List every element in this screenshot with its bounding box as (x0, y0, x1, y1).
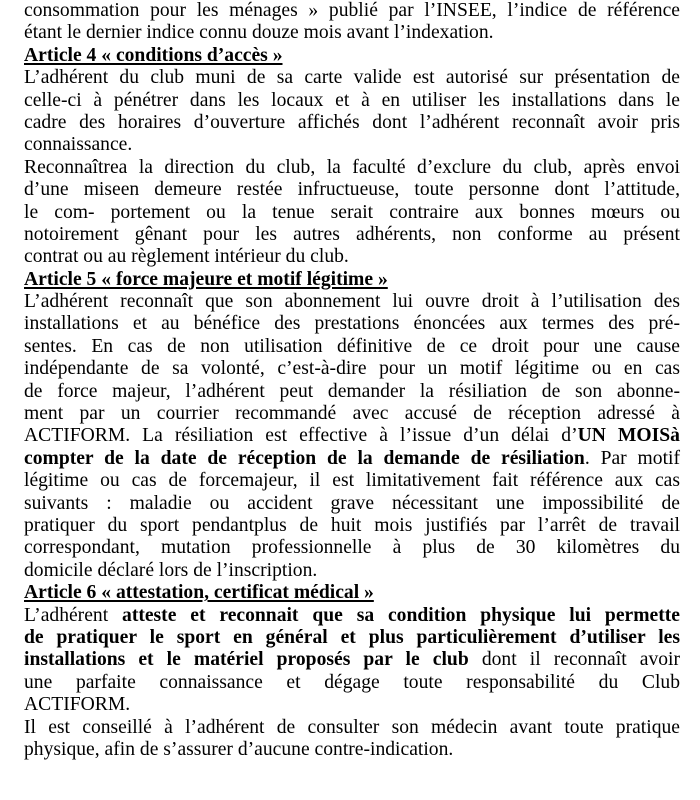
intro-line-1: consommation pour les ménages » publié par l’INSEE, l’indice de référence (24, 0, 680, 21)
article-5-line-5: de force majeur, l’adhérent peut demander la résiliation de son abonne- (24, 380, 680, 402)
article-6-line-3-bold: installations et le matériel proposés par le club (24, 649, 469, 671)
article-6-line-1 (24, 605, 680, 627)
article-5-date-bold: compter de la date de réception de la demande de résiliation (24, 447, 585, 469)
article-4-p2-line-5: contrat ou au règlement intérieur du club. (24, 246, 349, 268)
article-6-line-3 (24, 649, 680, 671)
article-6-line-6: Il est conseillé à l’adhérent de consulter son médecin avant toute pratique (24, 716, 680, 738)
article-6-line-5: ACTIFORM. (24, 694, 131, 716)
article-5-line-8-text: . Par motif (584, 447, 680, 469)
article-5-line-3: sentes. En cas de non utilisation définitive de ce droit pour une cause (24, 335, 680, 357)
article-5-line-6: ment par un courrier recommandé avec accusé de réception adressé à (24, 403, 680, 425)
article-4-p2-line-4: notoirement gênant pour les autres adhérents, non conforme au présent (24, 223, 680, 245)
article-4-p2-line-2: d’une miseen demeure restée infructueuse, toute personne dont l’attitude, (24, 179, 680, 201)
article-5-line-7 (24, 425, 680, 447)
article-6-attest-bold: atteste et reconnait que sa condition physique lui permette (122, 604, 680, 626)
article-6-line-1-text: L’adhérent (24, 604, 123, 626)
article-5-line-1: L’adhérent reconnaît que son abonnement lui ouvre droit à l’utilisation des (24, 291, 680, 313)
article-5-heading: Article 5 « force majeure et motif légitime » (24, 268, 388, 290)
article-5-line-11: pratiquer du sport pendantplus de huit mois justifiés par l’arrêt de travail (24, 514, 680, 536)
article-6-line-7: physique, afin de s’assurer d’aucune contre-indication. (24, 738, 454, 760)
article-5-line-8 (24, 448, 680, 470)
article-5-line-4: indépendante de sa volonté, c’est-à-dire pour un motif légitime ou en cas (24, 358, 680, 380)
article-6-heading: Article 6 « attestation, certificat médical » (24, 582, 374, 604)
article-5-line-7-text: ACTIFORM. La résiliation est effective à l’issue d’un délai d’ (24, 425, 578, 447)
article-6-line-3-text: dont il reconnaît avoir (468, 649, 681, 671)
article-4-heading: Article 4 « conditions d’accès » (24, 44, 283, 66)
article-4-p1-line-2: celle-ci à pénétrer dans les locaux et à en utiliser les installations dans le (24, 89, 680, 111)
article-5-delay-bold: UN MOISà (577, 425, 680, 447)
article-6-line-4: une parfaite connaissance et dégage toute responsabilité du Club (24, 671, 680, 693)
article-6-line-2 (24, 627, 680, 649)
article-5-line-12: correspondant, mutation professionnelle à plus de 30 kilomètres du (24, 537, 680, 559)
article-5-line-13: domicile déclaré lors de l’inscription. (24, 559, 318, 581)
article-4-p1-line-3: cadre des horaires d’ouverture affichés dont l’adhérent reconnaît avoir pris (24, 111, 680, 133)
article-5-line-9: légitime ou cas de forcemajeur, il est limitativement fait référence aux cas (24, 470, 680, 492)
article-4-p2-line-1: Reconnaîtrea la direction du club, la faculté d’exclure du club, après envoi (24, 156, 680, 178)
article-4-p1-line-4: connaissance. (24, 134, 133, 156)
intro-line-2: étant le dernier indice connu douze mois avant l’indexation. (24, 22, 494, 44)
article-4-p2-line-3: le com- portement ou la tenue serait contraire aux bonnes mœurs ou (24, 201, 680, 223)
article-6-line-2-bold: de pratiquer le sport en général et plus particulièrement d’utiliser les (24, 626, 680, 648)
article-4-p1-line-1: L’adhérent du club muni de sa carte valide est autorisé sur présentation de (24, 67, 680, 89)
article-5-line-2: installations et au bénéfice des prestations énoncées aux termes des pré- (24, 313, 680, 335)
article-5-line-10: suivants : maladie ou accident grave nécessitant une impossibilité de (24, 492, 680, 514)
